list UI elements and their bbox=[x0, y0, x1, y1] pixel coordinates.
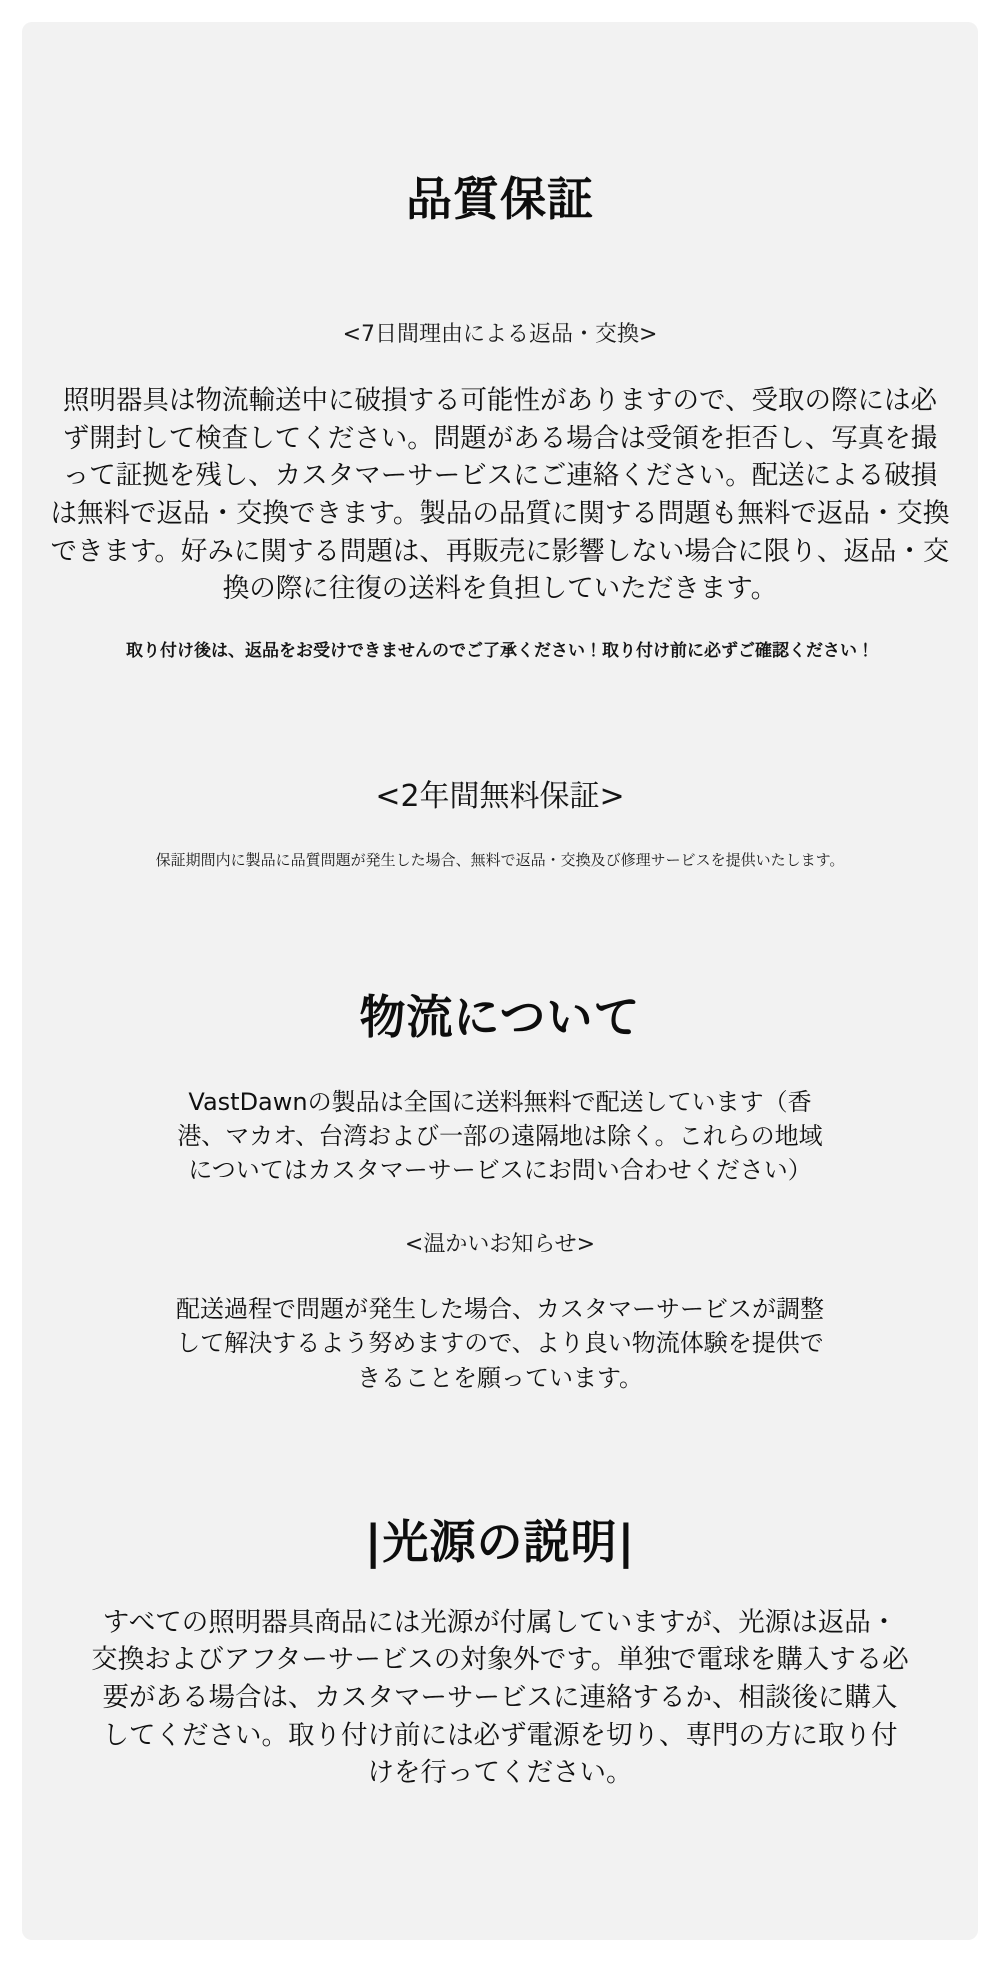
subtitle-returns: <7日間理由による返品・交換> bbox=[342, 322, 658, 348]
page-title-light-source: |光源の説明| bbox=[364, 1514, 636, 1569]
note-warranty-service: 保証期間内に製品に品質問題が発生した場合、無料で返品・交換及び修理サービスを提供いたします。 bbox=[155, 850, 845, 869]
section-logistics bbox=[40, 990, 960, 1395]
paragraph-light-source-policy: すべての照明器具商品には光源が付属していますが、光源は返品・交換およびアフターサービスの対象外です。単独で電球を購入する必要がある場合は、カスタマーサービスに連絡するか、相談後に購入してください。取り付け前には必ず電源を切り、専門の方に取り付けを行ってください。 bbox=[91, 1606, 909, 1789]
subtitle-warm-notice: <温かいお知らせ> bbox=[404, 1232, 596, 1258]
paragraph-free-shipping: VastDawnの製品は全国に送料無料で配送しています（香港、マカオ、台湾および一部の遠隔地は除く。これらの地域についてはカスタマーサービスにお問い合わせください） bbox=[177, 1088, 823, 1185]
section-quality-guarantee bbox=[40, 172, 960, 870]
content-sheet bbox=[22, 22, 978, 1940]
paragraph-returns-policy: 照明器具は物流輸送中に破損する可能性がありますので、受取の際には必ず開封して検査してください。問題がある場合は受領を拒否し、写真を撮って証拠を残し、カスタマーサービスにご連絡ください。配送による破損は無料で返品・交換できます。製品の品質に関する問題も無料で返品・交換できます。好みに関する問題は、再販売に影響しない場合に限り、返品・交換の際に往復の送料を負担していただきます。 bbox=[50, 385, 950, 605]
page-title-quality-guarantee: 品質保証 bbox=[406, 172, 594, 226]
paragraph-delivery-support: 配送過程で問題が発生した場合、カスタマーサービスが調整して解決するよう努めますので、より良い物流体験を提供できることを願っています。 bbox=[176, 1295, 824, 1392]
subtitle-two-year-warranty: <2年間無料保証> bbox=[375, 778, 625, 814]
section-light-source bbox=[40, 1515, 960, 1792]
note-install-warning: 取り付け後は、返品をお受けできませんのでご了承ください！取り付け前に必ずご確認ください！ bbox=[126, 640, 874, 661]
page-title-logistics: 物流について bbox=[359, 989, 641, 1044]
